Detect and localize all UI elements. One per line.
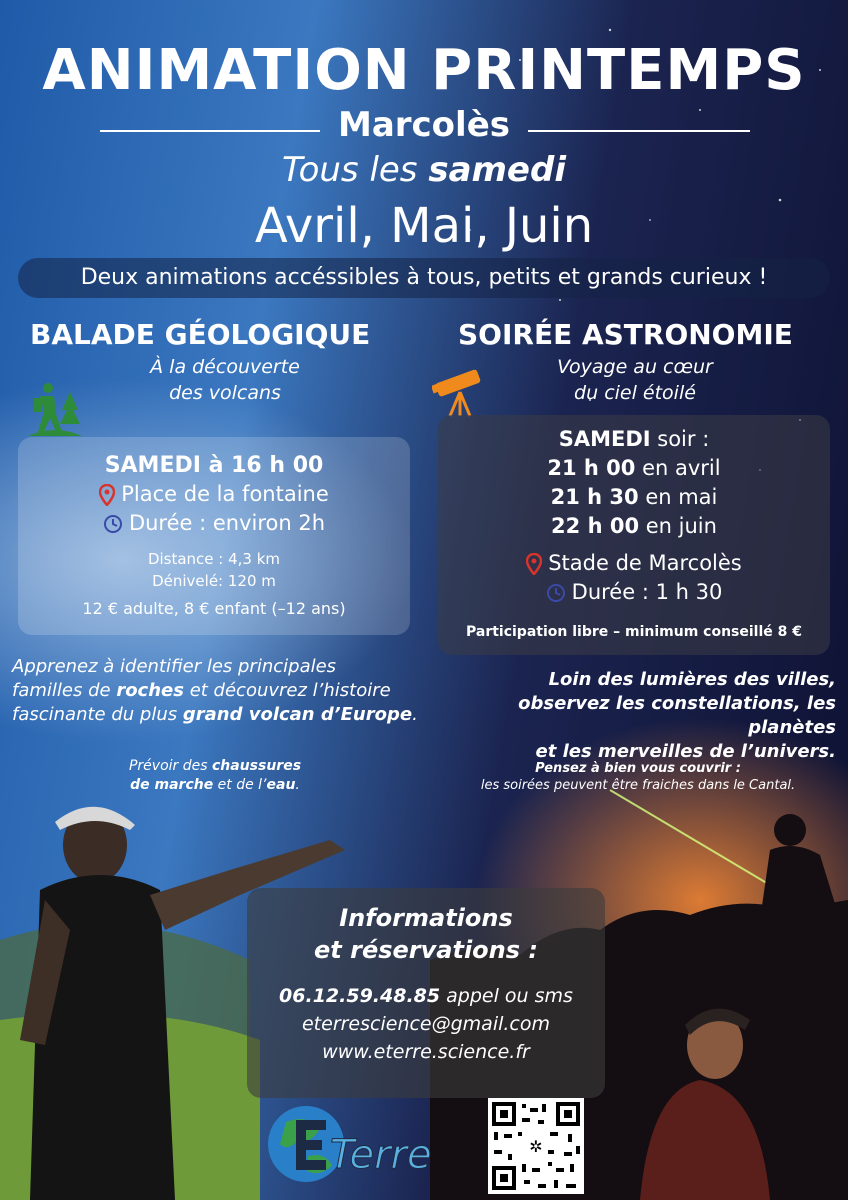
geology-price: 12 € adulte, 8 € enfant (–12 ans) bbox=[82, 599, 346, 618]
phone-link[interactable]: 06.12.59.48.85 appel ou sms bbox=[279, 985, 573, 1007]
town-name: Marcolès bbox=[337, 105, 510, 145]
astronomer-silhouette bbox=[760, 814, 840, 920]
astronomy-details-card: SAMEDI soir : 21 h 00 en avril 21 h 30 en mai 22 h 00 en juin Stade de Marcolès Durée : 1 h 30 Participation libre – minimum conseillé 8 € bbox=[438, 415, 830, 655]
logo-text: Terre bbox=[330, 1132, 432, 1178]
astronomy-description: Loin des lumières des villes, observez les constellations, les planètes et les merveilles de l’univers. bbox=[518, 669, 836, 762]
weekday-line: Tous les samedi bbox=[282, 150, 566, 190]
info-box bbox=[247, 888, 605, 1098]
info-title: Informations et réservations : bbox=[314, 904, 538, 964]
clock-icon bbox=[103, 514, 123, 534]
hiker-icon bbox=[28, 380, 82, 436]
distance: Distance : 4,3 km bbox=[147, 550, 281, 568]
location-pin-icon bbox=[526, 553, 542, 575]
page-title: ANIMATION PRINTEMPS bbox=[42, 38, 806, 103]
astronomy-subtitle: Voyage au cœur du ciel étoilé bbox=[557, 356, 713, 404]
astronomy-note: Pensez à bien vous couvrir : les soirées peuvent être fraiches dans le Cantal. bbox=[480, 761, 796, 793]
geology-details-card: SAMEDI à 16 h 00 Place de la fontaine Durée : environ 2h Distance : 4,3 km Dénivelé: 120 m 12 € adulte, 8 € enfant (–12 ans) bbox=[18, 437, 410, 635]
geology-title: BALADE GÉOLOGIQUE bbox=[30, 318, 371, 351]
elevation: Dénivelé: 120 m bbox=[152, 572, 276, 590]
email-link[interactable]: eterrescience@gmail.com bbox=[301, 1013, 551, 1035]
months: Avril, Mai, Juin bbox=[254, 198, 594, 254]
title-divider-right bbox=[528, 130, 750, 132]
geology-description: Apprenez à identifier les principales familles de roches et découvrez l’histoire fascinante du plus grand volcan d’Europe. bbox=[12, 656, 418, 725]
info-contacts bbox=[247, 982, 605, 1066]
eterre-logo bbox=[268, 1100, 448, 1190]
website-link[interactable]: www.eterre.science.fr bbox=[322, 1041, 530, 1063]
geology-subtitle: À la découverte des volcans bbox=[150, 356, 300, 404]
location-pin-icon bbox=[99, 484, 115, 506]
astronomy-price: Participation libre – minimum conseillé 8 € bbox=[465, 624, 802, 640]
qr-code[interactable] bbox=[488, 1098, 584, 1194]
intro-banner: Deux animations accéssibles à tous, petits et grands curieux ! bbox=[18, 258, 830, 298]
astronomy-title: SOIRÉE ASTRONOMIE bbox=[458, 318, 793, 351]
geology-note: Prévoir des chaussures de marche et de l’eau. bbox=[128, 758, 302, 793]
telescope-icon bbox=[432, 362, 490, 418]
clock-icon bbox=[546, 583, 566, 603]
svg-text:✲: ✲ bbox=[529, 1137, 543, 1156]
